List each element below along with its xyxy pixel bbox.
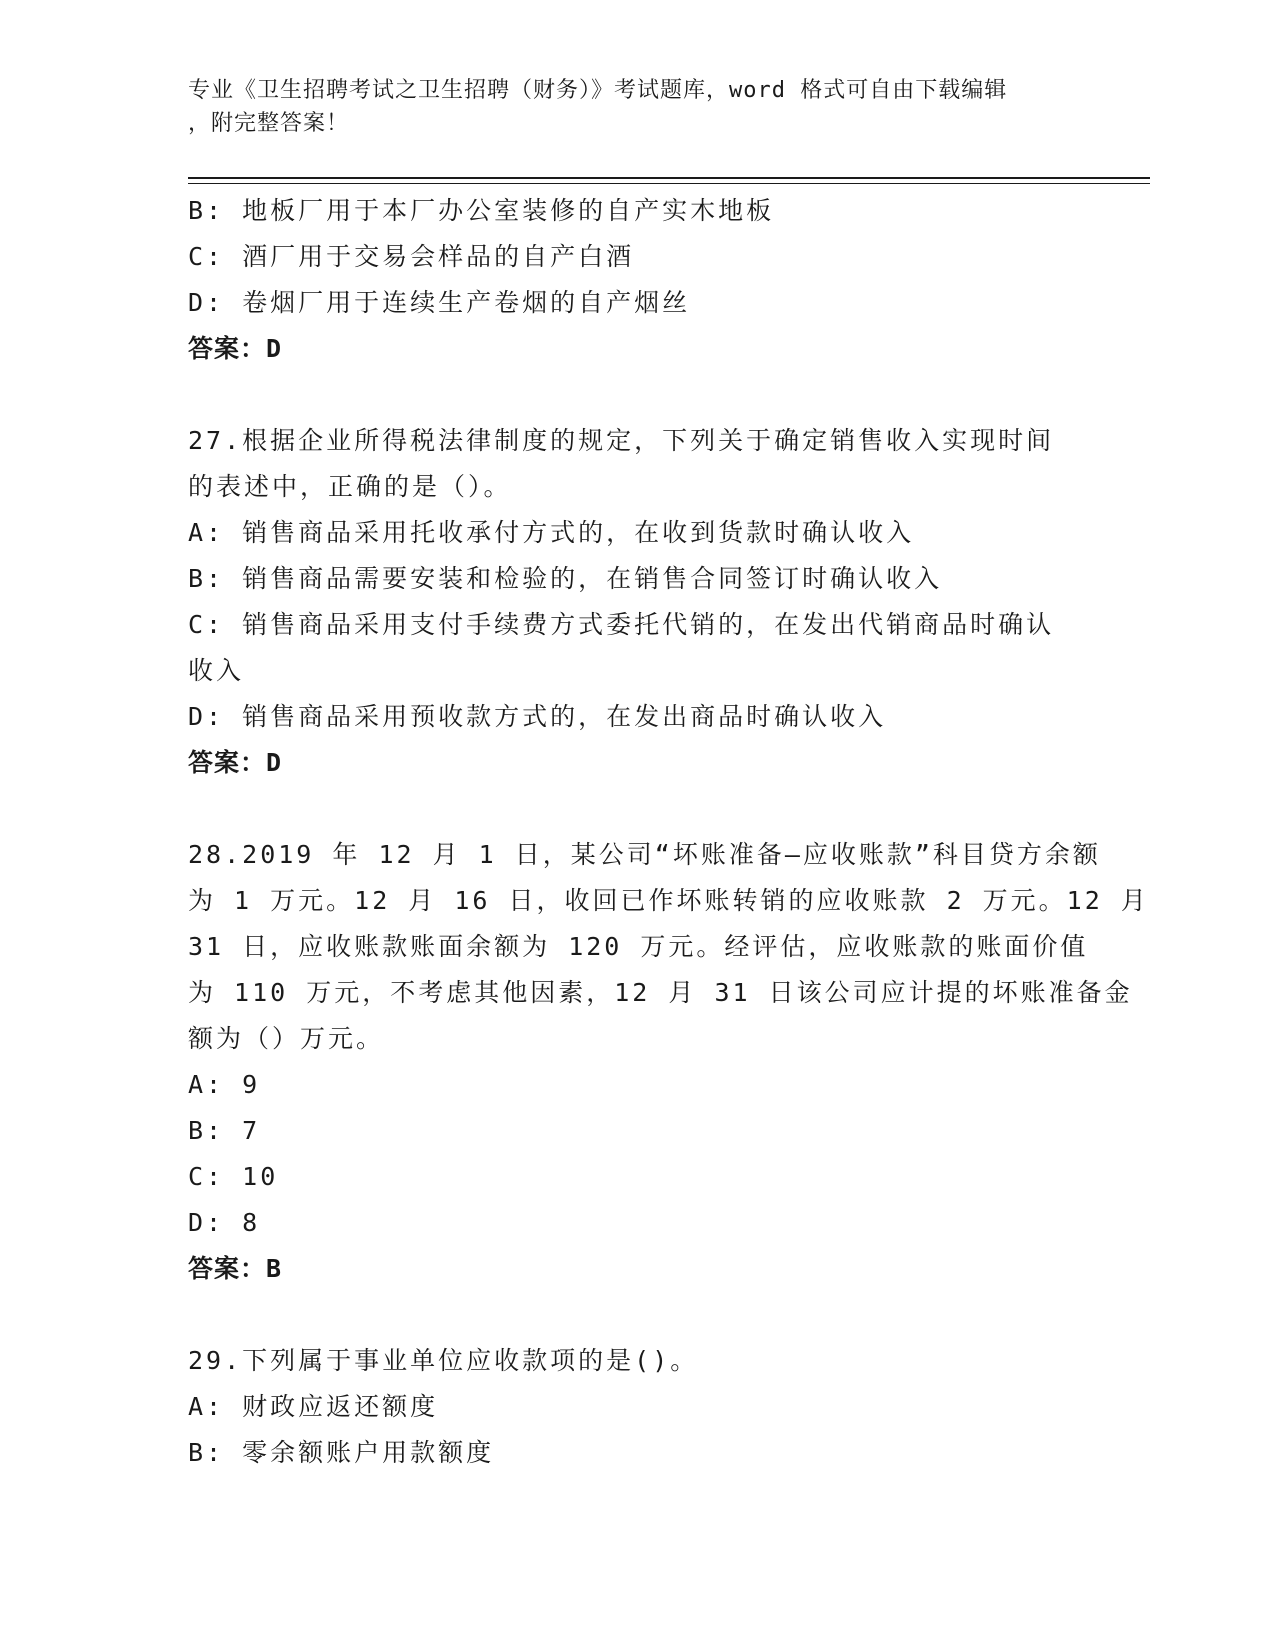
q27-option-b: B: 销售商品需要安装和检验的，在销售合同签订时确认收入 — [188, 564, 943, 593]
question-content — [188, 188, 1149, 1476]
q28-stem-line-3: 31 日，应收账款账面余额为 120 万元。经评估，应收账款的账面价值 — [188, 932, 1089, 961]
q28-option-c: C: 10 — [188, 1162, 279, 1191]
q27-option-d: D: 销售商品采用预收款方式的，在发出商品时确认收入 — [188, 702, 887, 731]
question-29 — [188, 1338, 1088, 1476]
q26-option-b: B: 地板厂用于本厂办公室装修的自产实木地板 — [188, 196, 775, 225]
q28-stem-line-1: 28.2019 年 12 月 1 日，某公司“坏账准备—应收账款”科目贷方余额 — [188, 840, 1101, 869]
header-line-1: 专业《卫生招聘考试之卫生招聘（财务）》考试题库，word 格式可自由下载编辑 — [188, 78, 1008, 103]
q28-option-d: D: 8 — [188, 1208, 261, 1237]
spacer — [188, 1292, 1088, 1338]
header-divider-thick — [188, 177, 1150, 179]
q27-stem-line-1: 27.根据企业所得税法律制度的规定，下列关于确定销售收入实现时间 — [188, 426, 1055, 455]
q27-stem-line-2: 的表述中，正确的是（）。 — [188, 472, 512, 501]
spacer — [188, 786, 1088, 832]
q26-option-c: C: 酒厂用于交易会样品的自产白酒 — [188, 242, 635, 271]
q26-option-d: D: 卷烟厂用于连续生产卷烟的自产烟丝 — [188, 288, 691, 317]
q28-option-b: B: 7 — [188, 1116, 261, 1145]
document-header — [188, 74, 1088, 140]
question-28 — [188, 832, 1149, 1292]
q28-option-a: A: 9 — [188, 1070, 261, 1099]
q27-option-c-line-2: 收入 — [188, 656, 245, 685]
q28-stem-line-5: 额为（）万元。 — [188, 1024, 385, 1053]
q27-option-a: A: 销售商品采用托收承付方式的，在收到货款时确认收入 — [188, 518, 915, 547]
question-27 — [188, 418, 1088, 786]
q28-answer: 答案：B — [188, 1254, 283, 1283]
q29-option-b: B: 零余额账户用款额度 — [188, 1438, 495, 1467]
q29-option-a: A: 财政应返还额度 — [188, 1392, 439, 1421]
q26-answer: 答案：D — [188, 334, 283, 363]
header-line-2: ，附完整答案！ — [188, 111, 350, 136]
q28-stem-line-2: 为 1 万元。12 月 16 日，收回已作坏账转销的应收账款 2 万元。12 月 — [188, 886, 1149, 915]
q28-stem-line-4: 为 110 万元，不考虑其他因素，12 月 31 日该公司应计提的坏账准备金 — [188, 978, 1133, 1007]
spacer — [188, 372, 1088, 418]
q29-stem: 29.下列属于事业单位应收款项的是()。 — [188, 1346, 699, 1375]
q27-answer: 答案：D — [188, 748, 283, 777]
header-divider-thin — [188, 183, 1150, 184]
question-26-tail — [188, 188, 1088, 372]
q27-option-c-line-1: C: 销售商品采用支付手续费方式委托代销的，在发出代销商品时确认 — [188, 610, 1055, 639]
